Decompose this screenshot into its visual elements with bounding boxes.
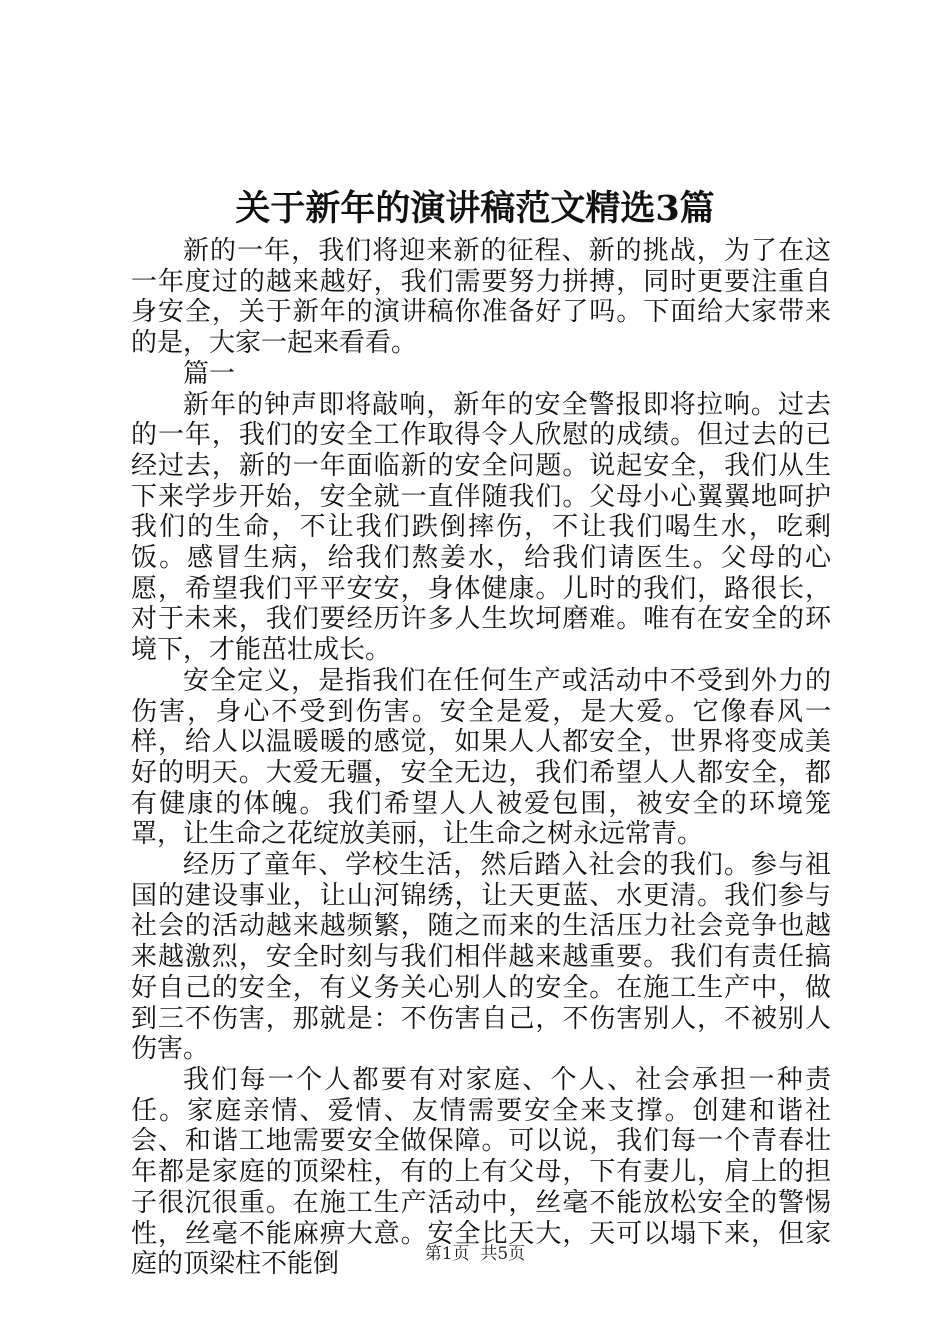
- document-title: 关于新年的演讲稿范文精选3篇: [235, 188, 715, 229]
- document-body: [131, 236, 831, 1280]
- page-number: 第1页: [424, 1244, 470, 1264]
- page-total: 共5页: [480, 1244, 526, 1264]
- paragraph: 经历了童年、学校生活，然后踏入社会的我们。参与祖国的建设事业，让山河锦绣，让天更蓝、水更清。我们参与社会的活动越来越频繁，随之而来的生活压力社会竞争也越来越激烈，安全时刻与我们相伴越来越重要。我们有责任搞好自己的安全，有义务关心别人的安全。在施工生产中，做到三不伤害，那就是：不伤害自己，不伤害别人，不被别人伤害。: [131, 850, 831, 1065]
- paragraph: 安全定义，是指我们在任何生产或活动中不受到外力的伤害，身心不受到伤害。安全是爱，是大爱。它像春风一样，给人以温暖暖的感觉，如果人人都安全，世界将变成美好的明天。大爱无疆，安全无边，我们希望人人都安全，都有健康的体魄。我们希望人人被爱包围，被安全的环境笼罩，让生命之花绽放美丽，让生命之树永远常青。: [131, 665, 831, 850]
- paragraph: 我们每一个人都要有对家庭、个人、社会承担一种责任。家庭亲情、爱情、友情需要安全来支撑。创建和谐社会、和谐工地需要安全做保障。可以说，我们每一个青春壮年都是家庭的顶梁柱，有的上有父母，下有妻儿，肩上的担子很沉很重。在施工生产活动中，丝毫不能放松安全的警惕性，丝毫不能麻痹大意。安全比天大，天可以塌下来，但家庭的顶梁柱不能倒: [131, 1064, 831, 1280]
- paragraph: 新年的钟声即将敲响，新年的安全警报即将拉响。过去的一年，我们的安全工作取得令人欣慰的成绩。但过去的已经过去，新的一年面临新的安全问题。说起安全，我们从生下来学步开始，安全就一直伴随我们。父母小心翼翼地呵护我们的生命，不让我们跌倒摔伤，不让我们喝生水，吃剩饭。感冒生病，给我们熬姜水，给我们请医生。父母的心愿，希望我们平平安安，身体健康。儿时的我们，路很长，对于未来，我们要经历许多人生坎坷磨难。唯有在安全的环境下，才能茁壮成长。: [131, 389, 831, 666]
- paragraph-intro: 新的一年，我们将迎来新的征程、新的挑战，为了在这一年度过的越来越好，我们需要努力拼搏，同时更要注重自身安全，关于新年的演讲稿你准备好了吗。下面给大家带来的是，大家一起来看看。: [131, 236, 831, 359]
- section-heading: 篇一: [183, 358, 236, 389]
- page-footer: [0, 1242, 950, 1266]
